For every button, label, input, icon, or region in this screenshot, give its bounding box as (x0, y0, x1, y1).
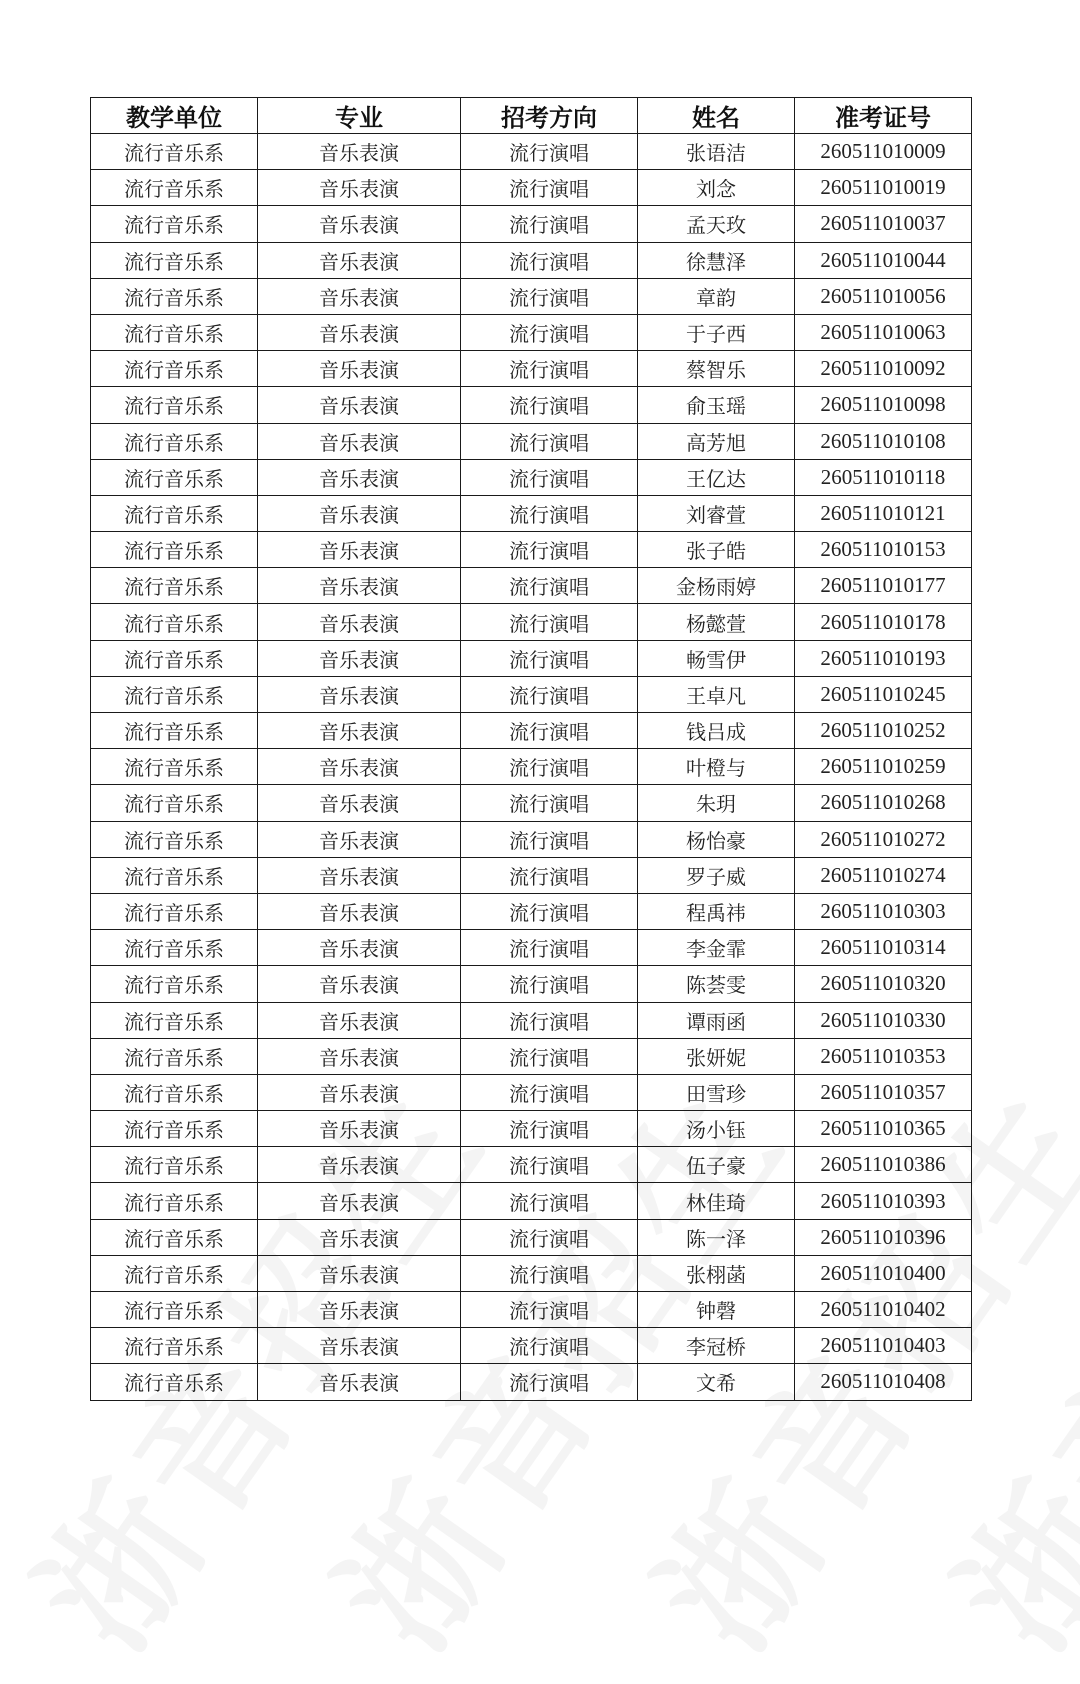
name-cell: 汤小钰 (638, 1111, 795, 1147)
name-cell: 高芳旭 (638, 423, 795, 459)
table-row (91, 785, 972, 821)
table-row (91, 1111, 972, 1147)
direction-cell: 流行演唱 (461, 387, 638, 423)
direction-cell: 流行演唱 (461, 749, 638, 785)
name-cell: 蔡智乐 (638, 351, 795, 387)
major-cell: 音乐表演 (258, 532, 461, 568)
exam-number-cell: 260511010245 (795, 676, 972, 712)
direction-cell: 流行演唱 (461, 785, 638, 821)
direction-cell: 流行演唱 (461, 206, 638, 242)
unit-cell: 流行音乐系 (91, 423, 258, 459)
direction-cell: 流行演唱 (461, 966, 638, 1002)
unit-cell: 流行音乐系 (91, 713, 258, 749)
table-row (91, 170, 972, 206)
name-cell: 金杨雨婷 (638, 568, 795, 604)
table-row (91, 1183, 972, 1219)
unit-cell: 流行音乐系 (91, 278, 258, 314)
major-cell: 音乐表演 (258, 1219, 461, 1255)
exam-number-cell: 260511010272 (795, 821, 972, 857)
major-cell: 音乐表演 (258, 134, 461, 170)
exam-number-cell: 260511010320 (795, 966, 972, 1002)
major-cell: 音乐表演 (258, 893, 461, 929)
exam-number-cell: 260511010408 (795, 1364, 972, 1400)
unit-cell: 流行音乐系 (91, 170, 258, 206)
table-row (91, 1328, 972, 1364)
unit-cell: 流行音乐系 (91, 749, 258, 785)
major-cell: 音乐表演 (258, 351, 461, 387)
unit-cell: 流行音乐系 (91, 1074, 258, 1110)
table-row (91, 640, 972, 676)
name-cell: 文希 (638, 1364, 795, 1400)
unit-cell: 流行音乐系 (91, 1038, 258, 1074)
name-cell: 杨懿萱 (638, 604, 795, 640)
direction-cell: 流行演唱 (461, 1111, 638, 1147)
major-cell: 音乐表演 (258, 857, 461, 893)
unit-cell: 流行音乐系 (91, 1111, 258, 1147)
direction-cell: 流行演唱 (461, 351, 638, 387)
name-cell: 张妍妮 (638, 1038, 795, 1074)
table-row (91, 1364, 972, 1400)
name-cell: 王亿达 (638, 459, 795, 495)
name-cell: 王卓凡 (638, 676, 795, 712)
major-cell: 音乐表演 (258, 206, 461, 242)
unit-cell: 流行音乐系 (91, 930, 258, 966)
major-cell: 音乐表演 (258, 314, 461, 350)
direction-cell: 流行演唱 (461, 1364, 638, 1400)
name-cell: 陈一泽 (638, 1219, 795, 1255)
major-cell: 音乐表演 (258, 1364, 461, 1400)
name-cell: 孟天玫 (638, 206, 795, 242)
unit-cell: 流行音乐系 (91, 532, 258, 568)
name-cell: 李冠桥 (638, 1328, 795, 1364)
exam-number-cell: 260511010098 (795, 387, 972, 423)
direction-cell: 流行演唱 (461, 1219, 638, 1255)
unit-cell: 流行音乐系 (91, 1219, 258, 1255)
exam-number-cell: 260511010044 (795, 242, 972, 278)
direction-cell: 流行演唱 (461, 821, 638, 857)
name-cell: 林佳琦 (638, 1183, 795, 1219)
header-major: 专业 (258, 98, 461, 134)
exam-number-cell: 260511010178 (795, 604, 972, 640)
exam-number-cell: 260511010268 (795, 785, 972, 821)
unit-cell: 流行音乐系 (91, 314, 258, 350)
name-cell: 罗子威 (638, 857, 795, 893)
exam-number-cell: 260511010400 (795, 1255, 972, 1291)
exam-number-cell: 260511010403 (795, 1328, 972, 1364)
admission-table (90, 97, 972, 1401)
table-row (91, 206, 972, 242)
table-row (91, 278, 972, 314)
direction-cell: 流行演唱 (461, 1002, 638, 1038)
major-cell: 音乐表演 (258, 1183, 461, 1219)
exam-number-cell: 260511010009 (795, 134, 972, 170)
exam-number-cell: 260511010153 (795, 532, 972, 568)
table-row (91, 1147, 972, 1183)
major-cell: 音乐表演 (258, 170, 461, 206)
table-row (91, 676, 972, 712)
table-row (91, 713, 972, 749)
table-row (91, 1074, 972, 1110)
table-row (91, 966, 972, 1002)
table-row (91, 749, 972, 785)
unit-cell: 流行音乐系 (91, 1147, 258, 1183)
name-cell: 刘睿萱 (638, 495, 795, 531)
exam-number-cell: 260511010019 (795, 170, 972, 206)
direction-cell: 流行演唱 (461, 242, 638, 278)
direction-cell: 流行演唱 (461, 278, 638, 314)
name-cell: 杨怡豪 (638, 821, 795, 857)
unit-cell: 流行音乐系 (91, 676, 258, 712)
table-header-row (91, 98, 972, 134)
major-cell: 音乐表演 (258, 278, 461, 314)
table-row (91, 423, 972, 459)
name-cell: 张语洁 (638, 134, 795, 170)
exam-number-cell: 260511010386 (795, 1147, 972, 1183)
name-cell: 陈荟雯 (638, 966, 795, 1002)
exam-number-cell: 260511010056 (795, 278, 972, 314)
direction-cell: 流行演唱 (461, 459, 638, 495)
header-unit: 教学单位 (91, 98, 258, 134)
direction-cell: 流行演唱 (461, 713, 638, 749)
unit-cell: 流行音乐系 (91, 459, 258, 495)
exam-number-cell: 260511010252 (795, 713, 972, 749)
exam-number-cell: 260511010193 (795, 640, 972, 676)
unit-cell: 流行音乐系 (91, 242, 258, 278)
table-row (91, 1292, 972, 1328)
name-cell: 谭雨函 (638, 1002, 795, 1038)
name-cell: 张栩菡 (638, 1255, 795, 1291)
major-cell: 音乐表演 (258, 640, 461, 676)
unit-cell: 流行音乐系 (91, 821, 258, 857)
name-cell: 朱玥 (638, 785, 795, 821)
exam-number-cell: 260511010357 (795, 1074, 972, 1110)
major-cell: 音乐表演 (258, 749, 461, 785)
major-cell: 音乐表演 (258, 713, 461, 749)
table-row (91, 930, 972, 966)
name-cell: 刘念 (638, 170, 795, 206)
exam-number-cell: 260511010330 (795, 1002, 972, 1038)
unit-cell: 流行音乐系 (91, 640, 258, 676)
unit-cell: 流行音乐系 (91, 893, 258, 929)
name-cell: 李金霏 (638, 930, 795, 966)
table-row (91, 459, 972, 495)
exam-number-cell: 260511010121 (795, 495, 972, 531)
header-name: 姓名 (638, 98, 795, 134)
direction-cell: 流行演唱 (461, 1038, 638, 1074)
table-row (91, 134, 972, 170)
name-cell: 钱吕成 (638, 713, 795, 749)
major-cell: 音乐表演 (258, 1111, 461, 1147)
major-cell: 音乐表演 (258, 568, 461, 604)
major-cell: 音乐表演 (258, 1292, 461, 1328)
name-cell: 于子西 (638, 314, 795, 350)
table-row (91, 893, 972, 929)
header-direction: 招考方向 (461, 98, 638, 134)
unit-cell: 流行音乐系 (91, 134, 258, 170)
unit-cell: 流行音乐系 (91, 1002, 258, 1038)
name-cell: 田雪珍 (638, 1074, 795, 1110)
table-row (91, 604, 972, 640)
exam-number-cell: 260511010393 (795, 1183, 972, 1219)
name-cell: 徐慧泽 (638, 242, 795, 278)
exam-number-cell: 260511010303 (795, 893, 972, 929)
direction-cell: 流行演唱 (461, 640, 638, 676)
unit-cell: 流行音乐系 (91, 857, 258, 893)
table-row (91, 1038, 972, 1074)
unit-cell: 流行音乐系 (91, 1255, 258, 1291)
name-cell: 章韵 (638, 278, 795, 314)
table-row (91, 242, 972, 278)
major-cell: 音乐表演 (258, 966, 461, 1002)
exam-number-cell: 260511010353 (795, 1038, 972, 1074)
table-row (91, 387, 972, 423)
major-cell: 音乐表演 (258, 676, 461, 712)
direction-cell: 流行演唱 (461, 930, 638, 966)
unit-cell: 流行音乐系 (91, 387, 258, 423)
direction-cell: 流行演唱 (461, 568, 638, 604)
direction-cell: 流行演唱 (461, 532, 638, 568)
direction-cell: 流行演唱 (461, 1183, 638, 1219)
direction-cell: 流行演唱 (461, 170, 638, 206)
name-cell: 俞玉瑶 (638, 387, 795, 423)
direction-cell: 流行演唱 (461, 893, 638, 929)
direction-cell: 流行演唱 (461, 676, 638, 712)
direction-cell: 流行演唱 (461, 1255, 638, 1291)
exam-number-cell: 260511010177 (795, 568, 972, 604)
unit-cell: 流行音乐系 (91, 495, 258, 531)
exam-number-cell: 260511010063 (795, 314, 972, 350)
exam-number-cell: 260511010118 (795, 459, 972, 495)
unit-cell: 流行音乐系 (91, 785, 258, 821)
direction-cell: 流行演唱 (461, 1147, 638, 1183)
table-row (91, 1002, 972, 1038)
unit-cell: 流行音乐系 (91, 966, 258, 1002)
table-row (91, 351, 972, 387)
direction-cell: 流行演唱 (461, 1074, 638, 1110)
major-cell: 音乐表演 (258, 387, 461, 423)
table-row (91, 568, 972, 604)
unit-cell: 流行音乐系 (91, 1328, 258, 1364)
table-row (91, 821, 972, 857)
table-row (91, 314, 972, 350)
major-cell: 音乐表演 (258, 604, 461, 640)
direction-cell: 流行演唱 (461, 423, 638, 459)
unit-cell: 流行音乐系 (91, 1183, 258, 1219)
exam-number-cell: 260511010259 (795, 749, 972, 785)
major-cell: 音乐表演 (258, 1255, 461, 1291)
table-row (91, 532, 972, 568)
exam-number-cell: 260511010108 (795, 423, 972, 459)
table-row (91, 495, 972, 531)
name-cell: 伍子豪 (638, 1147, 795, 1183)
exam-number-cell: 260511010274 (795, 857, 972, 893)
major-cell: 音乐表演 (258, 1328, 461, 1364)
major-cell: 音乐表演 (258, 1002, 461, 1038)
direction-cell: 流行演唱 (461, 314, 638, 350)
unit-cell: 流行音乐系 (91, 1364, 258, 1400)
unit-cell: 流行音乐系 (91, 351, 258, 387)
name-cell: 钟磬 (638, 1292, 795, 1328)
direction-cell: 流行演唱 (461, 134, 638, 170)
name-cell: 张子皓 (638, 532, 795, 568)
major-cell: 音乐表演 (258, 459, 461, 495)
direction-cell: 流行演唱 (461, 495, 638, 531)
major-cell: 音乐表演 (258, 821, 461, 857)
exam-number-cell: 260511010037 (795, 206, 972, 242)
exam-number-cell: 260511010092 (795, 351, 972, 387)
exam-number-cell: 260511010396 (795, 1219, 972, 1255)
major-cell: 音乐表演 (258, 785, 461, 821)
direction-cell: 流行演唱 (461, 604, 638, 640)
exam-number-cell: 260511010365 (795, 1111, 972, 1147)
major-cell: 音乐表演 (258, 1038, 461, 1074)
major-cell: 音乐表演 (258, 423, 461, 459)
table-body (91, 134, 972, 1401)
unit-cell: 流行音乐系 (91, 568, 258, 604)
major-cell: 音乐表演 (258, 495, 461, 531)
unit-cell: 流行音乐系 (91, 1292, 258, 1328)
unit-cell: 流行音乐系 (91, 206, 258, 242)
exam-number-cell: 260511010402 (795, 1292, 972, 1328)
table-row (91, 857, 972, 893)
direction-cell: 流行演唱 (461, 1292, 638, 1328)
unit-cell: 流行音乐系 (91, 604, 258, 640)
exam-number-cell: 260511010314 (795, 930, 972, 966)
major-cell: 音乐表演 (258, 1147, 461, 1183)
table-row (91, 1255, 972, 1291)
name-cell: 程禹祎 (638, 893, 795, 929)
direction-cell: 流行演唱 (461, 857, 638, 893)
direction-cell: 流行演唱 (461, 1328, 638, 1364)
name-cell: 叶橙与 (638, 749, 795, 785)
major-cell: 音乐表演 (258, 242, 461, 278)
header-exam-number: 准考证号 (795, 98, 972, 134)
major-cell: 音乐表演 (258, 930, 461, 966)
major-cell: 音乐表演 (258, 1074, 461, 1110)
name-cell: 畅雪伊 (638, 640, 795, 676)
table-row (91, 1219, 972, 1255)
